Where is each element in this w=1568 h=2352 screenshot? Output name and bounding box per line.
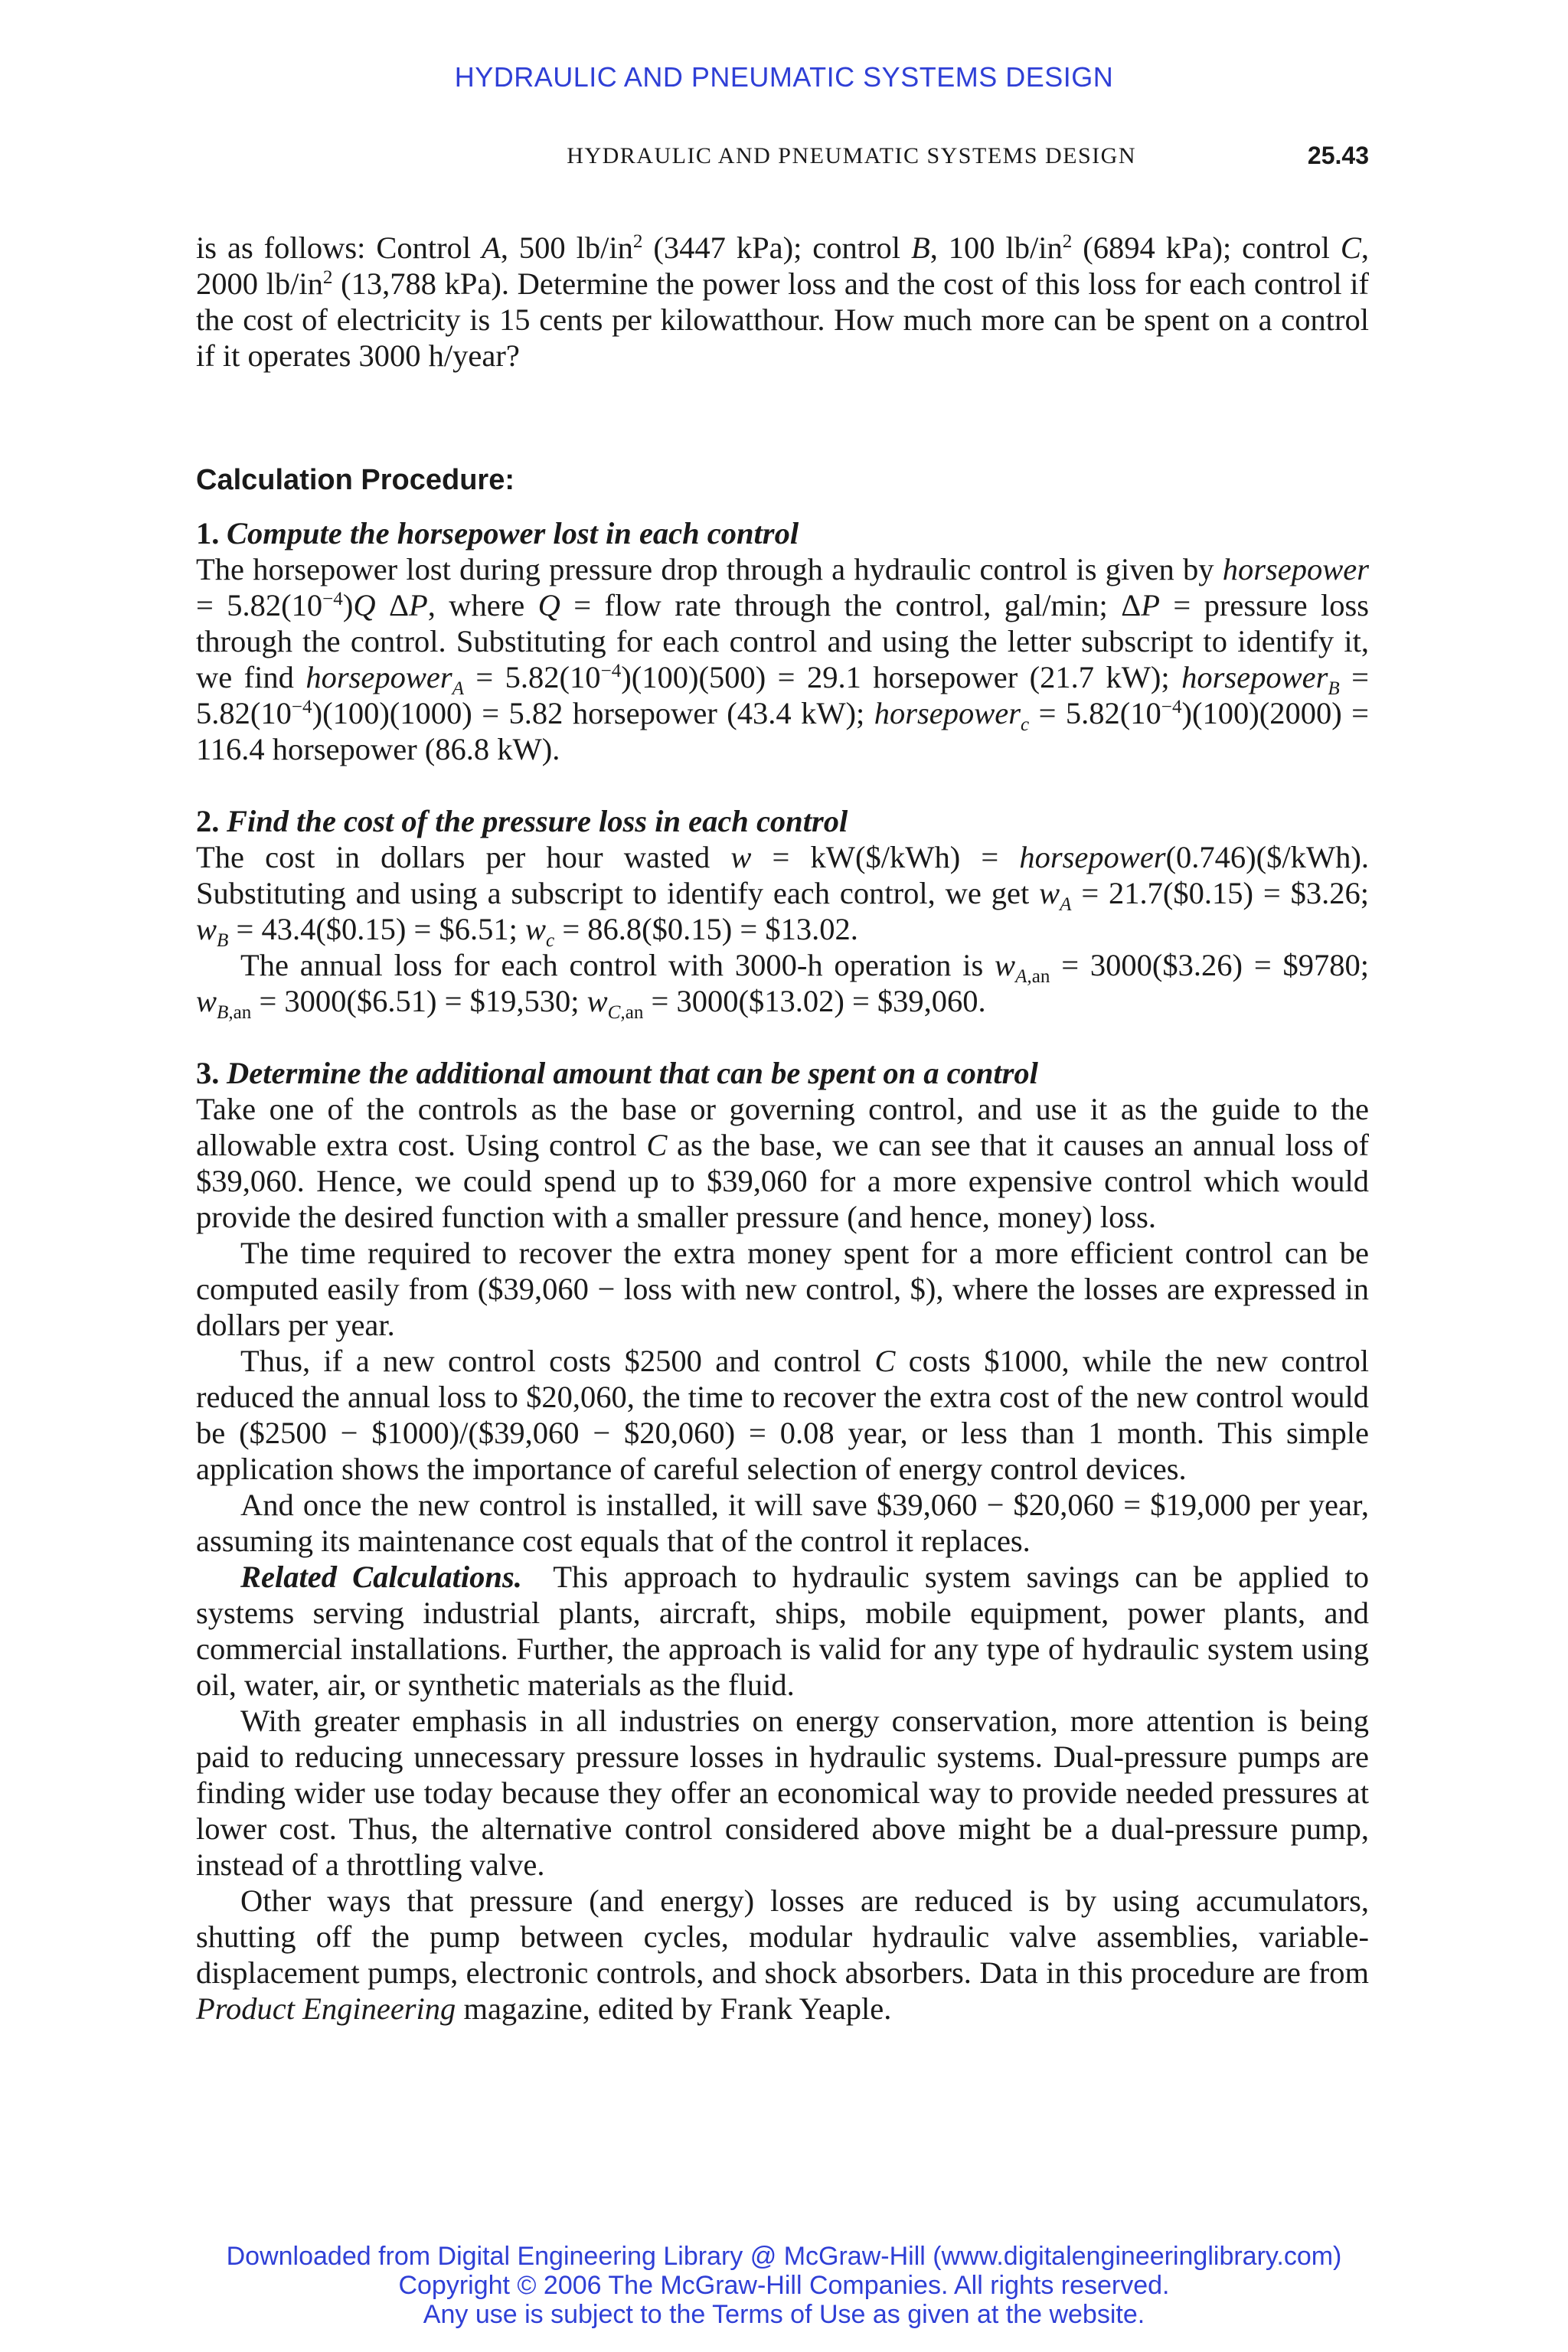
running-head-title: HYDRAULIC AND PNEUMATIC SYSTEMS DESIGN [567,143,1136,168]
step-3-paragraph-4: And once the new control is installed, it will save $39,060 − $20,060 = $19,000 per year, assuming its maintenance cost equals that of the control it replaces. [196,1488,1369,1558]
step-2-annual-paragraph: The annual loss for each control with 3000-h operation is $w_{A,an}$ = 3000($3.26) = $9780; $w_{B,an}$ = 3000($6.51) = $19,530; $w_{C,an}$ = 3000($13.02) = $39,060. [196,948,1369,1023]
step-3-paragraph-2: The time required to recover the extra money spent for a more efficient control can be computed easily from ($39,060 − loss with new control, $), where the losses are expressed in dollars per year. [196,1236,1369,1342]
footer-terms[interactable]: Any use is subject to the Terms of Use as given at the website. [423,2300,1145,2329]
section-title-link[interactable]: HYDRAULIC AND PNEUMATIC SYSTEMS DESIGN [454,61,1114,93]
step-2-heading: 2. Find the cost of the pressure loss in each control [196,804,848,838]
step-3-heading: 3. Determine the additional amount that can be spent on a control [196,1056,1038,1090]
footer-download-link[interactable]: Downloaded from Digital Engineering Library @ McGraw-Hill (www.digitalengineeringlibrary.com) [226,2242,1342,2271]
step-3-paragraph-1: Take one of the controls as the base or governing control, and use it as the guide to the allowable extra cost. Using control C as the base, we can see that it causes an annual loss of $39,060. Hence, we could spend up to $39,060 for a more expensive control which would provide the desired function with a smaller pressure (and hence, money) loss. [196,1092,1369,1234]
step-2-paragraph: The cost in dollars per hour wasted w = kW($/kWh) = horsepower(0.746)($/kWh). Substituting and using a subscript to identify each control, we get $w_A$ = 21.7($0.15) = $3.26; $w_B$ = 43.4($0.15) = $6.51; $w_c$ = 86.8($0.15) = $13.02. [196,840,1369,951]
other-ways-paragraph: Other ways that pressure (and energy) losses are reduced is by using accumulators, shutting off the pump between cycles, modular hydraulic valve assemblies, variable-displacement pumps, electronic controls, and shock absorbers. Data in this procedure are from Product Engineering magazine, edited by Frank Yeaple. [196,1883,1369,2026]
step-1-paragraph: The horsepower lost during pressure drop through a hydraulic control is given by horsepower = $5.82(10^{-4})Q$ ΔP, where Q = flow rate through the control, gal/min; ΔP = pressure loss through the control. Substituting for each control and using the letter subscript to identify it, we find horsepower$_A$ = $5.82(10^{-4})(100)(500) = 29.1$ horsepower (21.7 kW); horsepower$_B$ = $5.82(10^{-4})(100)(1000) = 5.82$ horsepower (43.4 kW); horsepower$_c$ = $5.82(10^{-4})(100)(2000) = 116.4$ horsepower (86.8 kW). [196,552,1370,766]
footer-copyright: Copyright © 2006 The McGraw-Hill Companies. All rights reserved. [398,2271,1170,2300]
main-text [196,230,1369,2027]
step-1-heading: 1. Compute the horsepower lost in each control [196,516,799,550]
step-3-paragraph-3: Thus, if a new control costs $2500 and control C costs $1000, while the new control reduced the annual loss to $20,060, the time to recover the extra cost of the new control would be ($2500 − $1000)/($39,060 − $20,060) = 0.08 year, or less than 1 month. This simple application shows the importance of careful selection of energy control devices. [196,1344,1369,1486]
running-head [196,143,1369,174]
page-number: 25.43 [1307,142,1369,169]
related-calculations-paragraph: Related Calculations. This approach to hydraulic system savings can be applied to systems serving industrial plants, aircraft, ships, mobile equipment, power plants, and commercial installations. Further, the approach is valid for any type of hydraulic system using oil, water, air, or synthetic materials as the fluid. [196,1560,1370,1702]
footer [0,2242,1568,2329]
related-calculations-label: Related Calculations. [240,1560,522,1594]
intro-paragraph: is as follows: Control A, 500 $lb/in^2$ (3447 kPa); control B, 100 $lb/in^2$ (6894 kPa); control C, 2000 $lb/in^2$ (13,788 kPa). Determine the power loss and the cost of this loss for each control if the cost of electricity is 15 cents per kilowatthour. How much more can be spent on a control if it operates 3000 h/year? [196,230,1369,373]
energy-conservation-paragraph: With greater emphasis in all industries on energy conservation, more attention is being paid to reducing unnecessary pressure losses in hydraulic systems. Dual-pressure pumps are finding wider use today because they offer an economical way to provide needed pressures at lower cost. Thus, the alternative control considered above might be a dual-pressure pump, instead of a throttling valve. [196,1704,1369,1882]
procedure-heading: Calculation Procedure: [196,464,514,496]
